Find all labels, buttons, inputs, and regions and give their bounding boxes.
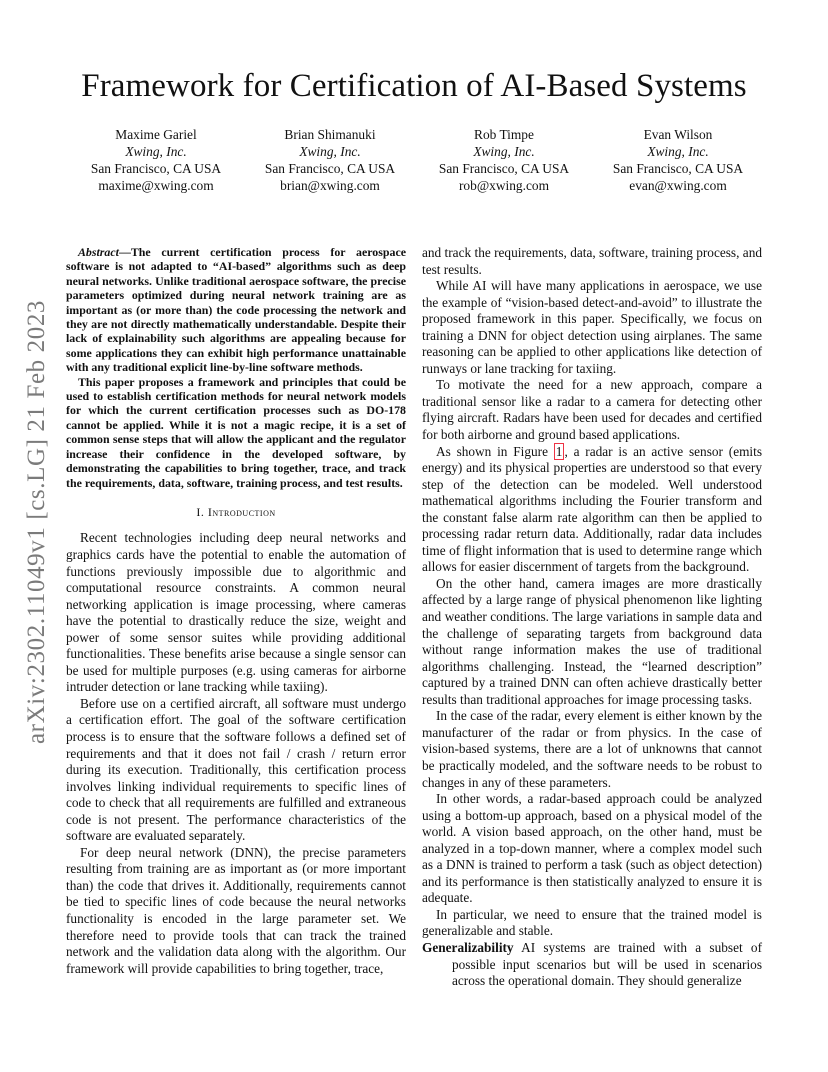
definition-item bbox=[422, 940, 762, 990]
section-title: Introduction bbox=[207, 504, 276, 519]
body-paragraph-continued: and track the requirements, data, software, training process, and test results. bbox=[422, 245, 762, 277]
paper-title: Framework for Certification of AI-Based Systems bbox=[81, 68, 747, 104]
author-4 bbox=[598, 126, 758, 194]
author-affiliation: Xwing, Inc. bbox=[647, 144, 709, 159]
section-number: I. bbox=[196, 504, 208, 519]
definition-text: AI systems are trained with a subset of possible input scenarios but will be used in scenarios across the operational domain. They should generalize bbox=[452, 939, 762, 989]
body-paragraph: To motivate the need for a new approach, compare a traditional sensor like a radar to a camera for detecting other flying aircraft. Radars have been used for decades and certified for both airborne and ground based applications. bbox=[422, 377, 762, 443]
figure-para-before: As shown in Figure bbox=[436, 443, 554, 459]
abstract-paragraph-1 bbox=[66, 245, 406, 375]
right-column bbox=[422, 245, 762, 990]
figure-para-after: , a radar is an active sensor (emits energy) and its physical properties are understood so that every step of the detection can be modeled. Well understood mathematical algorithms including the Fourier transform and the constant false alarm rate algorithm can then be applied to processing radar return data. Additionally, radar data includes time of flight information that is used to determine range which allows for easier discernment of targets from the background. bbox=[422, 443, 763, 575]
left-column bbox=[66, 245, 406, 977]
abstract bbox=[66, 245, 406, 490]
body-paragraph: In particular, we need to ensure that the trained model is generalizable and stable. bbox=[422, 906, 762, 939]
author-name: Maxime Gariel bbox=[115, 127, 197, 142]
author-email: rob@xwing.com bbox=[458, 178, 550, 193]
author-2 bbox=[250, 126, 410, 194]
author-name: Rob Timpe bbox=[474, 127, 534, 142]
author-email: maxime@xwing.com bbox=[98, 178, 214, 193]
author-location: San Francisco, CA USA bbox=[612, 161, 744, 176]
author-affiliation: Xwing, Inc. bbox=[125, 144, 187, 159]
body-paragraph: Before use on a certified aircraft, all software must undergo a certification effort. The goal of the software certification process is to ensure that the software follows a defined set of requirements and that it does not fail / crash / return error during its execution. Traditionally, this certification process involves linking individual requirements to specific lines of code to check that all requirements are fulfilled and extraneous code is not present. The performance characteristics of the software are evaluated separately. bbox=[66, 695, 406, 844]
body-paragraph: On the other hand, camera images are more drastically affected by a large range of physical phenomenon like lighting and weather conditions. The large variations in sample data and the challenge of separating targets from background data without range information makes the use of traditional algorithms challenging. Instead, the “learned description” captured by a trained DNN can often achieve drastically better results than traditional approaches for image processing tasks. bbox=[422, 575, 762, 707]
author-affiliation: Xwing, Inc. bbox=[473, 144, 535, 159]
abstract-text-1: —The current certification process for aerospace software is not adapted to “AI-based” algorithms such as deep neural networks. Unlike traditional aerospace software, the precise parameters optimized during neural network training are as important as (or more than) the code processing the network and they are not directly mathematically understandable. Despite their lack of explainability such algorithms are appealing because for some applications they can exhibit high performance unattainable with any traditional explicit line-by-line software methods. bbox=[66, 245, 406, 375]
body-paragraph: For deep neural network (DNN), the precise parameters resulting from training are as important as (or more important than) the code that drives it. Additionally, requirements cannot be tied to specific lines of code because the neural networks functionality is encoded in the large parameter set. We therefore need to provide tools that can track the trained network and the validation data along with the algorithm. Our framework will provide capabilities to bring together, trace, bbox=[66, 844, 406, 976]
author-name: Evan Wilson bbox=[643, 127, 713, 142]
definition-term: Generalizability bbox=[422, 939, 514, 955]
body-paragraph: In the case of the radar, every element is either known by the manufacturer of the radar or from physics. In the case of vision-based systems, there are a lot of unknowns that cannot be practically modeled, and the software needs to be robust to changes in any of these parameters. bbox=[422, 708, 762, 790]
author-email: brian@xwing.com bbox=[280, 178, 380, 193]
author-location: San Francisco, CA USA bbox=[90, 161, 222, 176]
author-name: Brian Shimanuki bbox=[284, 127, 376, 142]
body-paragraph: While AI will have many applications in aerospace, we use the example of “vision-based detect-and-avoid” to illustrate the proposed framework in this paper. Specifically, we focus on training a DNN for object detection using airplanes. The same reasoning can be applied to other applications like detection of runways or lane tracking for taxiing. bbox=[422, 278, 762, 376]
arxiv-stamp: arXiv:2302.11049v1 [cs.LG] 21 Feb 2023 bbox=[23, 299, 50, 745]
figure-reference-link[interactable]: 1 bbox=[555, 443, 563, 459]
author-block bbox=[76, 126, 758, 194]
author-location: San Francisco, CA USA bbox=[438, 161, 570, 176]
abstract-lead: Abstract bbox=[78, 245, 119, 259]
abstract-paragraph-2: This paper proposes a framework and principles that could be used to establish certification methods for neural network models for which the current certification processes such as DO-178 cannot be applied. While it is not a magic recipe, it is a set of common sense steps that will allow the applicant and the regulator increase their confidence in the developed software, by demonstrating the capabilities to bring together, trace, and track the requirements, data, software, training process, and test results. bbox=[66, 374, 406, 490]
author-location: San Francisco, CA USA bbox=[264, 161, 396, 176]
body-paragraph: Recent technologies including deep neural networks and graphics cards have the potential to enable the automation of functions previously impossible due to algorithmic and computational resource constraints. A common neural networking application is image processing, where cameras have the potential to drastically reduce the size, weight and power of some sensor suites while providing additional functionalities. These benefits arise because a single sensor can be used for multiple purposes (e.g. using cameras for airborne intruder detection or lane tracking while taxiing). bbox=[66, 530, 406, 695]
author-1 bbox=[76, 126, 236, 194]
author-affiliation: Xwing, Inc. bbox=[299, 144, 361, 159]
section-heading bbox=[66, 504, 406, 521]
author-3 bbox=[424, 126, 584, 194]
author-email: evan@xwing.com bbox=[629, 178, 727, 193]
body-paragraph: In other words, a radar-based approach could be analyzed using a bottom-up approach, based on a physical model of the world. A vision based approach, on the other hand, must be analyzed in a top-down manner, where a complex model such as a DNN is trained to perform a task (such as object detection) and its performance is then statistically analyzed to ensure it is adequate. bbox=[422, 791, 762, 906]
body-paragraph bbox=[422, 444, 762, 576]
